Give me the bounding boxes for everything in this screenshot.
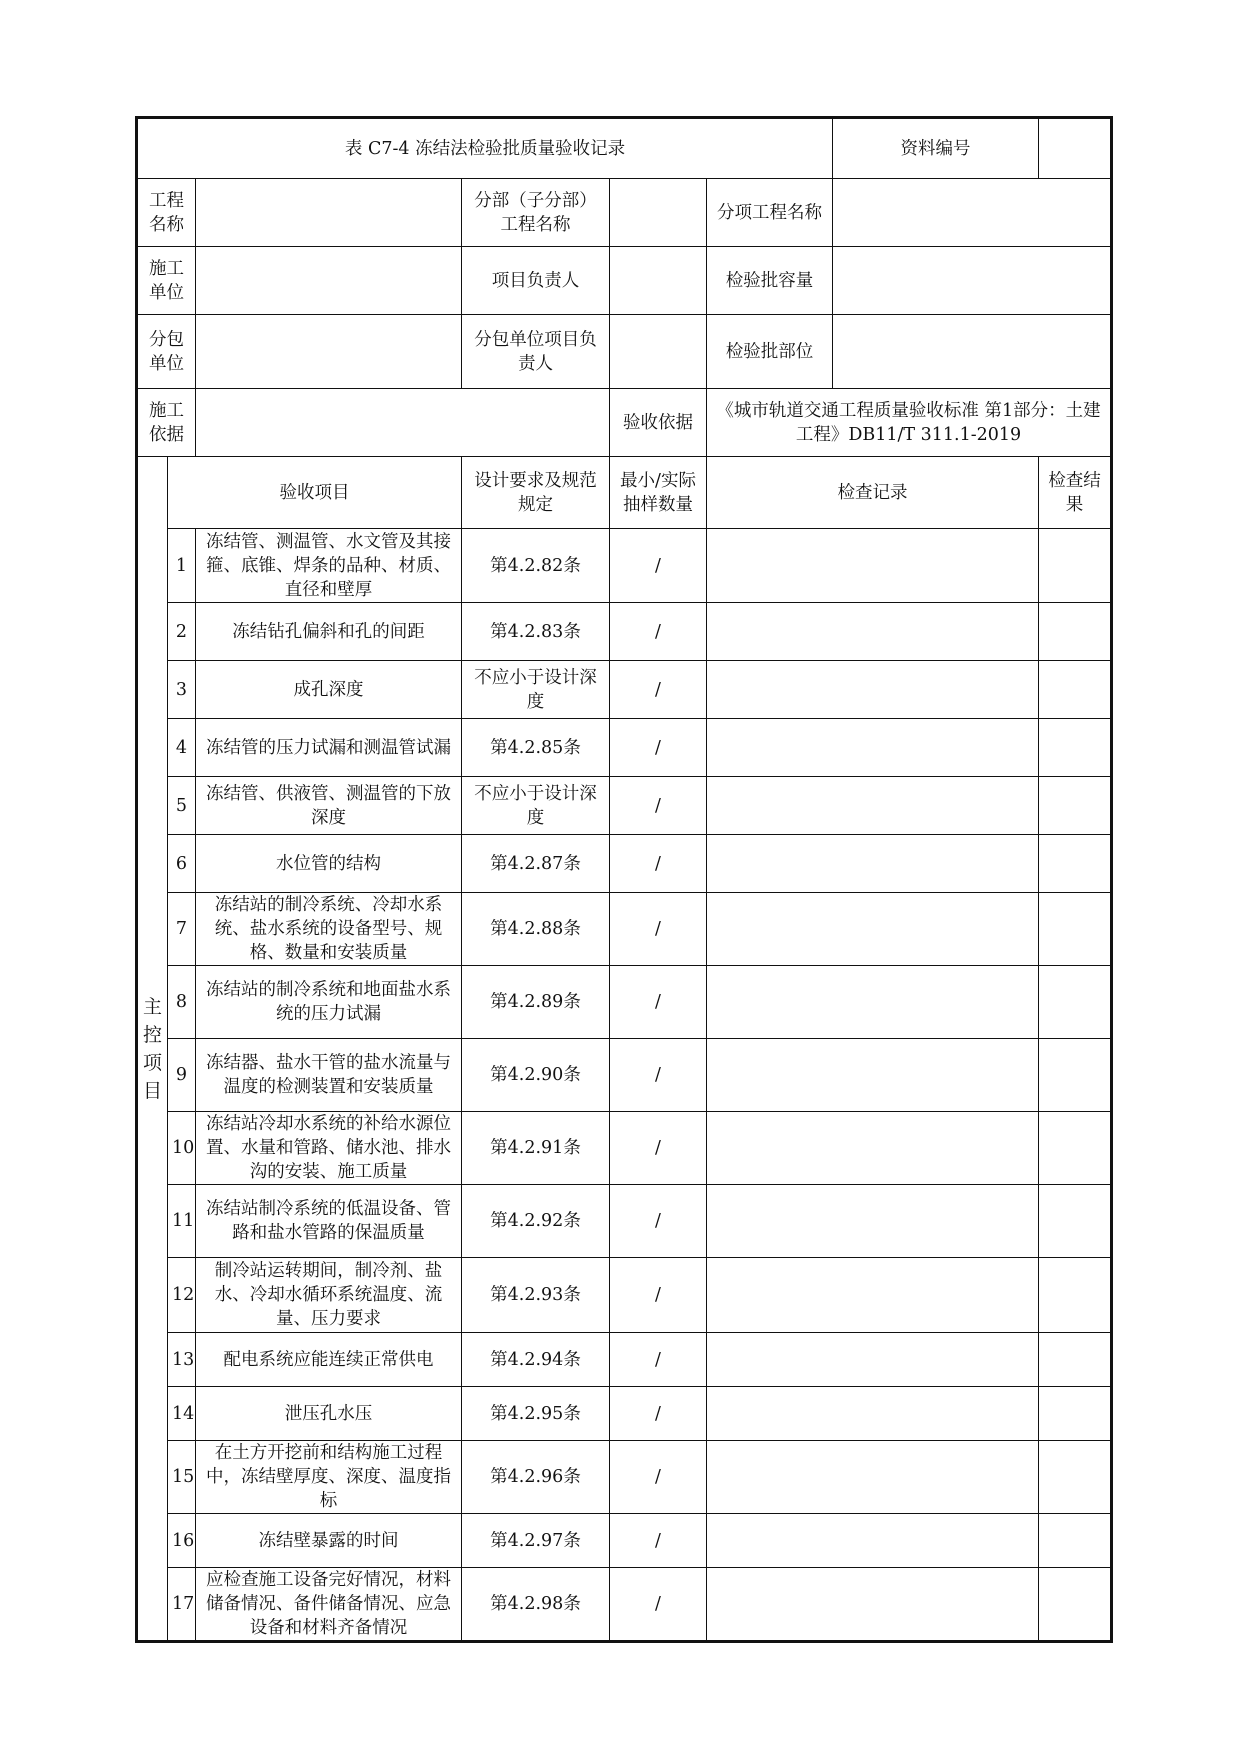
row-check-result[interactable] [1039, 719, 1112, 777]
row-item: 冻结钻孔偏斜和孔的间距 [196, 603, 462, 661]
col-header-result: 检查结果 [1039, 457, 1112, 529]
batch-location-label: 检验批部位 [707, 315, 833, 389]
row-design-requirement: 第4.2.82条 [462, 529, 610, 603]
row-sample-count[interactable]: / [610, 603, 707, 661]
row-item: 在土方开挖前和结构施工过程中，冻结壁厚度、深度、温度指标 [196, 1441, 462, 1514]
row-check-record[interactable] [707, 966, 1039, 1039]
row-item: 制冷站运转期间，制冷剂、盐水、冷却水循环系统温度、流量、压力要求 [196, 1258, 462, 1333]
subcontractor-label: 分包单位 [137, 315, 196, 389]
sub-item-value[interactable] [833, 179, 1112, 247]
basis-label: 施工依据 [137, 389, 196, 457]
table-row [137, 1568, 1112, 1642]
row-number: 1 [168, 529, 196, 603]
row-sample-count[interactable]: / [610, 893, 707, 966]
row-sample-count[interactable]: / [610, 529, 707, 603]
row-check-result[interactable] [1039, 966, 1112, 1039]
table-row [137, 1112, 1112, 1185]
col-header-sample: 最小/实际抽样数量 [610, 457, 707, 529]
row-item: 冻结管的压力试漏和测温管试漏 [196, 719, 462, 777]
row-design-requirement: 第4.2.90条 [462, 1039, 610, 1112]
table-row [137, 1185, 1112, 1258]
row-check-result[interactable] [1039, 893, 1112, 966]
table-row [137, 529, 1112, 603]
row-check-record[interactable] [707, 1039, 1039, 1112]
row-sample-count[interactable]: / [610, 1333, 707, 1387]
row-check-result[interactable] [1039, 1185, 1112, 1258]
table-row [137, 893, 1112, 966]
row-number: 17 [168, 1568, 196, 1642]
row-check-result[interactable] [1039, 1039, 1112, 1112]
row-check-record[interactable] [707, 603, 1039, 661]
row-sample-count[interactable]: / [610, 1039, 707, 1112]
sub-pm-label: 分包单位项目负责人 [462, 315, 610, 389]
row-sample-count[interactable]: / [610, 966, 707, 1039]
row-number: 4 [168, 719, 196, 777]
table-row [137, 966, 1112, 1039]
row-number: 16 [168, 1514, 196, 1568]
form-title: 表 C7-4 冻结法检验批质量验收记录 [137, 118, 833, 179]
doc-no-value[interactable] [1039, 118, 1112, 179]
row-check-record[interactable] [707, 893, 1039, 966]
table-row [137, 661, 1112, 719]
row-design-requirement: 第4.2.92条 [462, 1185, 610, 1258]
row-check-record[interactable] [707, 1441, 1039, 1514]
row-number: 11 [168, 1185, 196, 1258]
row-check-result[interactable] [1039, 1441, 1112, 1514]
division-value[interactable] [610, 179, 707, 247]
row-design-requirement: 不应小于设计深度 [462, 777, 610, 835]
row-sample-count[interactable]: / [610, 1441, 707, 1514]
table-row [137, 1039, 1112, 1112]
inspection-record-form [135, 116, 1113, 1643]
row-check-record[interactable] [707, 1333, 1039, 1387]
row-item: 应检查施工设备完好情况，材料储备情况、备件储备情况、应急设备和材料齐备情况 [196, 1568, 462, 1642]
row-design-requirement: 第4.2.97条 [462, 1514, 610, 1568]
row-number: 7 [168, 893, 196, 966]
subcontractor-value[interactable] [196, 315, 462, 389]
table-row [137, 1514, 1112, 1568]
batch-location-value[interactable] [833, 315, 1112, 389]
row-sample-count[interactable]: / [610, 1387, 707, 1441]
row-sample-count[interactable]: / [610, 1258, 707, 1333]
row-check-result[interactable] [1039, 1568, 1112, 1642]
row-number: 2 [168, 603, 196, 661]
row-number: 3 [168, 661, 196, 719]
row-number: 6 [168, 835, 196, 893]
row-sample-count[interactable]: / [610, 1514, 707, 1568]
row-sample-count[interactable]: / [610, 661, 707, 719]
row-check-record[interactable] [707, 1514, 1039, 1568]
row-design-requirement: 第4.2.91条 [462, 1112, 610, 1185]
table-row [137, 603, 1112, 661]
row-item: 泄压孔水压 [196, 1387, 462, 1441]
table-row [137, 1258, 1112, 1333]
row-check-result[interactable] [1039, 835, 1112, 893]
row-item: 成孔深度 [196, 661, 462, 719]
row-number: 13 [168, 1333, 196, 1387]
contractor-label: 施工单位 [137, 247, 196, 315]
table-row [137, 777, 1112, 835]
row-item: 冻结壁暴露的时间 [196, 1514, 462, 1568]
row-sample-count[interactable]: / [610, 777, 707, 835]
row-check-record[interactable] [707, 1568, 1039, 1642]
row-check-record[interactable] [707, 777, 1039, 835]
row-design-requirement: 第4.2.89条 [462, 966, 610, 1039]
doc-no-label: 资料编号 [833, 118, 1039, 179]
sub-item-label: 分项工程名称 [707, 179, 833, 247]
row-number: 14 [168, 1387, 196, 1441]
row-item: 冻结站的制冷系统、冷却水系统、盐水系统的设备型号、规格、数量和安装质量 [196, 893, 462, 966]
table-row [137, 1387, 1112, 1441]
row-check-record[interactable] [707, 529, 1039, 603]
row-design-requirement: 第4.2.85条 [462, 719, 610, 777]
col-header-record: 检查记录 [707, 457, 1039, 529]
batch-capacity-value[interactable] [833, 247, 1112, 315]
section-label-main-control: 主 控 项 目 [137, 457, 168, 1642]
row-item: 冻结管、供液管、测温管的下放深度 [196, 777, 462, 835]
batch-capacity-label: 检验批容量 [707, 247, 833, 315]
row-sample-count[interactable]: / [610, 835, 707, 893]
row-number: 12 [168, 1258, 196, 1333]
basis-value[interactable] [196, 389, 610, 457]
project-name-label: 工程名称 [137, 179, 196, 247]
acceptance-basis-label: 验收依据 [610, 389, 707, 457]
row-check-result[interactable] [1039, 1387, 1112, 1441]
row-item: 冻结站的制冷系统和地面盐水系统的压力试漏 [196, 966, 462, 1039]
row-check-result[interactable] [1039, 777, 1112, 835]
row-number: 9 [168, 1039, 196, 1112]
row-sample-count[interactable]: / [610, 1185, 707, 1258]
contractor-value[interactable] [196, 247, 462, 315]
row-item: 水位管的结构 [196, 835, 462, 893]
row-check-record[interactable] [707, 835, 1039, 893]
row-check-result[interactable] [1039, 661, 1112, 719]
division-label: 分部（子分部）工程名称 [462, 179, 610, 247]
col-header-item: 验收项目 [168, 457, 462, 529]
row-item: 冻结管、测温管、水文管及其接箍、底锥、焊条的品种、材质、直径和壁厚 [196, 529, 462, 603]
row-number: 15 [168, 1441, 196, 1514]
row-check-result[interactable] [1039, 529, 1112, 603]
row-check-record[interactable] [707, 719, 1039, 777]
row-design-requirement: 不应小于设计深度 [462, 661, 610, 719]
row-item: 配电系统应能连续正常供电 [196, 1333, 462, 1387]
row-item: 冻结站制冷系统的低温设备、管路和盐水管路的保温质量 [196, 1185, 462, 1258]
project-name-value[interactable] [196, 179, 462, 247]
row-check-record[interactable] [707, 1185, 1039, 1258]
row-sample-count[interactable]: / [610, 719, 707, 777]
row-sample-count[interactable]: / [610, 1568, 707, 1642]
row-design-requirement: 第4.2.94条 [462, 1333, 610, 1387]
row-design-requirement: 第4.2.87条 [462, 835, 610, 893]
row-design-requirement: 第4.2.83条 [462, 603, 610, 661]
row-check-record[interactable] [707, 1387, 1039, 1441]
row-check-result[interactable] [1039, 1514, 1112, 1568]
row-item: 冻结站冷却水系统的补给水源位置、水量和管路、储水池、排水沟的安装、施工质量 [196, 1112, 462, 1185]
row-item: 冻结器、盐水干管的盐水流量与温度的检测装置和安装质量 [196, 1039, 462, 1112]
row-check-result[interactable] [1039, 603, 1112, 661]
pm-value[interactable] [610, 247, 707, 315]
row-number: 10 [168, 1112, 196, 1185]
row-check-result[interactable] [1039, 1333, 1112, 1387]
row-design-requirement: 第4.2.95条 [462, 1387, 610, 1441]
acceptance-basis-value: 《城市轨道交通工程质量验收标准 第1部分：土建工程》DB11/T 311.1-2019 [707, 389, 1112, 457]
row-check-record[interactable] [707, 661, 1039, 719]
row-check-result[interactable] [1039, 1112, 1112, 1185]
row-number: 5 [168, 777, 196, 835]
row-design-requirement: 第4.2.93条 [462, 1258, 610, 1333]
pm-label: 项目负责人 [462, 247, 610, 315]
table-row [137, 1441, 1112, 1514]
row-check-record[interactable] [707, 1258, 1039, 1333]
row-design-requirement: 第4.2.88条 [462, 893, 610, 966]
row-check-result[interactable] [1039, 1258, 1112, 1333]
table-row [137, 719, 1112, 777]
row-number: 8 [168, 966, 196, 1039]
row-design-requirement: 第4.2.98条 [462, 1568, 610, 1642]
row-design-requirement: 第4.2.96条 [462, 1441, 610, 1514]
table-row [137, 1333, 1112, 1387]
table-row [137, 835, 1112, 893]
sub-pm-value[interactable] [610, 315, 707, 389]
col-header-design: 设计要求及规范规定 [462, 457, 610, 529]
row-check-record[interactable] [707, 1112, 1039, 1185]
row-sample-count[interactable]: / [610, 1112, 707, 1185]
